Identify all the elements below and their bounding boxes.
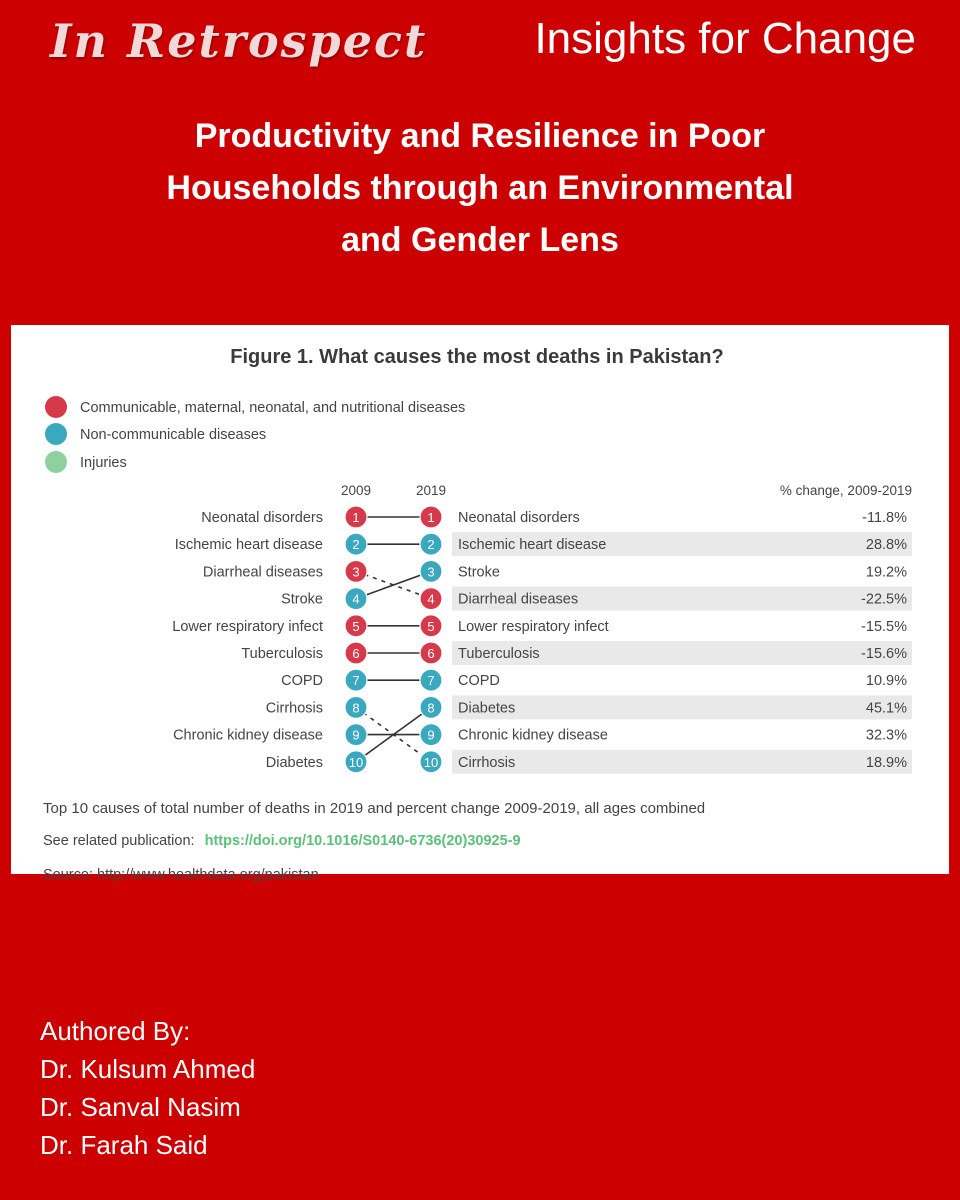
column-header-change: % change, 2009-2019 [779, 483, 912, 498]
rank-number-2009: 10 [348, 754, 364, 770]
cause-2009-label: Ischemic heart disease [174, 537, 323, 554]
legend-swatch-communicable [45, 396, 67, 418]
headline [80, 110, 880, 266]
rank-number-2019: 3 [427, 564, 435, 580]
rank-number-2009: 2 [352, 537, 360, 553]
rank-number-2009: 6 [352, 646, 360, 661]
rank-number-2019: 10 [423, 754, 439, 770]
legend-label-injuries: Injuries [80, 455, 127, 471]
cause-2019-label: Neonatal disorders [458, 510, 580, 526]
cause-2019-label: Stroke [458, 564, 500, 581]
cause-2009-label: Chronic kidney disease [173, 727, 323, 744]
cause-2019-label: Cirrhosis [458, 754, 516, 771]
rank-number-2019: 6 [427, 646, 435, 661]
brand-title: In Retrospect [50, 14, 428, 68]
rank-number-2019: 9 [427, 727, 435, 743]
rank-chart [11, 325, 949, 883]
chart-caption: Top 10 causes of total number of deaths in 2019 and percent change 2009-2019, all ages combined [43, 800, 706, 817]
cause-2009-label: Tuberculosis [241, 646, 323, 662]
percent-change-value: -15.6% [861, 646, 907, 662]
percent-change-value: -22.5% [861, 591, 907, 608]
percent-change-value: 32.3% [865, 727, 907, 744]
legend-swatch-non-communicable [45, 423, 67, 445]
legend [45, 396, 465, 473]
percent-change-value: 45.1% [865, 700, 907, 717]
headline-line-3: and Gender Lens [341, 221, 619, 259]
rank-number-2019: 4 [427, 591, 435, 607]
rank-number-2009: 4 [352, 591, 360, 607]
cause-2009-label: Lower respiratory infect [172, 618, 323, 635]
column-header-2019: 2019 [415, 483, 447, 498]
author-2: Dr. Sanval Nasim [40, 1092, 241, 1122]
cause-2009-label: Neonatal disorders [201, 510, 323, 526]
rank-number-2019: 8 [427, 700, 435, 716]
percent-change-value: 19.2% [865, 564, 907, 581]
legend-label-non-communicable: Non-communicable diseases [80, 427, 267, 443]
rank-number-2009: 9 [352, 727, 360, 743]
authors-block [40, 1012, 255, 1164]
rank-number-2019: 1 [427, 510, 435, 525]
related-publication [43, 833, 521, 849]
cause-2009-label: Diarrheal diseases [202, 564, 323, 581]
cause-2019-label: Chronic kidney disease [458, 727, 608, 744]
legend-swatch-injuries [45, 451, 67, 473]
author-3: Dr. Farah Said [40, 1130, 208, 1160]
row-shade [452, 750, 912, 774]
rank-number-2019: 7 [427, 673, 435, 689]
related-link[interactable]: https://doi.org/10.1016/S0140-6736(20)30925-9 [204, 833, 521, 849]
cause-2019-label: COPD [458, 673, 500, 690]
cause-2009-label: Cirrhosis [265, 700, 323, 717]
source-line: Source: http://www.healthdata.org/pakistan [43, 867, 319, 883]
chart-title: Figure 1. What causes the most deaths in Pakistan? [230, 346, 724, 368]
legend-label-communicable: Communicable, maternal, neonatal, and nutritional diseases [80, 400, 466, 416]
cause-2019-label: Diarrheal diseases [458, 591, 579, 608]
cause-2019-label: Tuberculosis [458, 646, 540, 662]
cause-2019-label: Diabetes [458, 700, 516, 717]
rank-number-2009: 7 [352, 673, 360, 689]
rank-number-2009: 1 [352, 510, 360, 525]
cause-2019-label: Lower respiratory infect [458, 618, 609, 635]
cause-2009-label: COPD [281, 673, 323, 690]
percent-change-value: 18.9% [865, 754, 907, 771]
related-label: See related publication: [43, 833, 195, 849]
series-title: Insights for Change [534, 14, 916, 63]
headline-line-2: Households through an Environmental [166, 169, 794, 207]
rank-number-2019: 5 [427, 618, 435, 634]
rank-number-2009: 3 [352, 564, 360, 580]
cause-2009-label: Stroke [281, 591, 323, 608]
column-header-2009: 2009 [340, 483, 372, 498]
percent-change-value: 10.9% [865, 673, 907, 690]
headline-line-1: Productivity and Resilience in Poor [194, 117, 766, 155]
cause-2019-label: Ischemic heart disease [458, 537, 607, 554]
row-shade [452, 695, 912, 719]
figure-panel [11, 325, 949, 883]
rank-number-2009: 5 [352, 618, 360, 634]
rank-number-2009: 8 [352, 700, 360, 716]
author-1: Dr. Kulsum Ahmed [40, 1054, 256, 1084]
authors-heading: Authored By: [40, 1016, 191, 1046]
cause-2009-label: Diabetes [265, 754, 323, 771]
percent-change-value: 28.8% [865, 537, 907, 554]
percent-change-value: -11.8% [862, 510, 907, 526]
percent-change-value: -15.5% [861, 618, 907, 635]
rank-number-2019: 2 [427, 537, 435, 553]
